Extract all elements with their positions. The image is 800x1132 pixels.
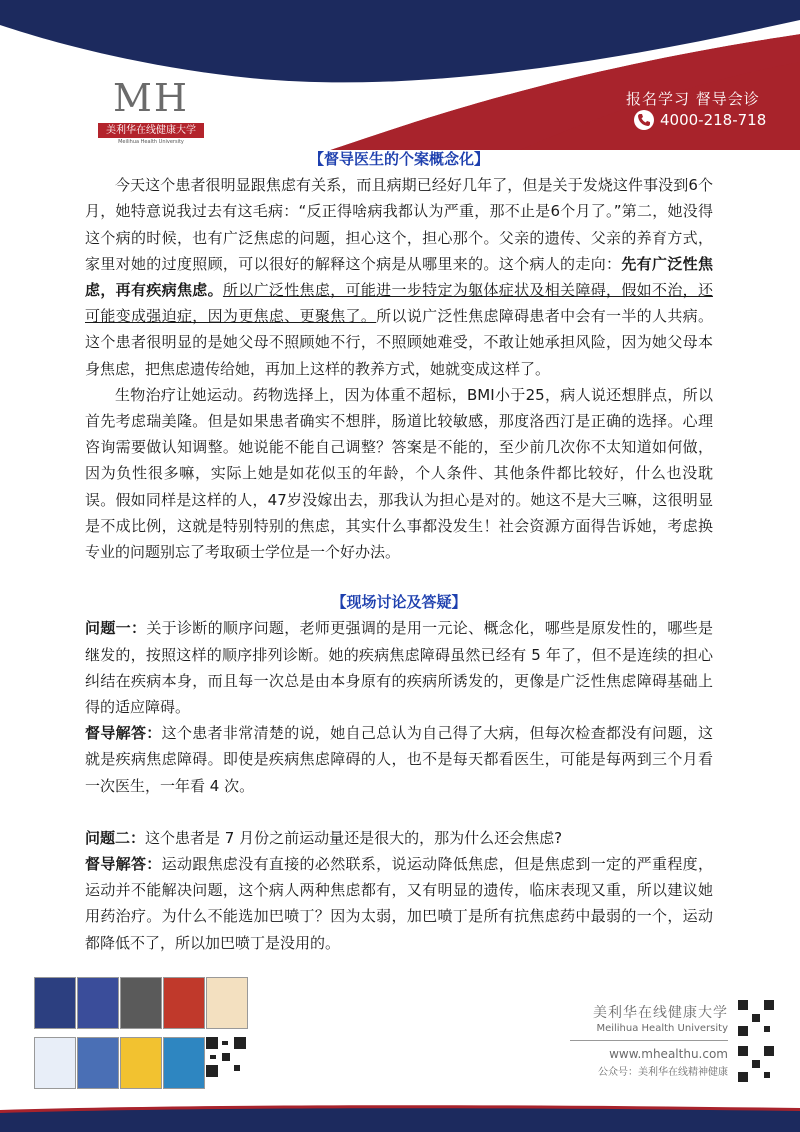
main-content bbox=[85, 146, 713, 956]
wechat-account: 公众号：美利华在线精神健康 bbox=[598, 1067, 728, 1078]
section-title-discussion: 【现场讨论及答疑】 bbox=[331, 593, 467, 612]
answer-text: 运动跟焦虑没有直接的必然联系，说运动降低焦虑，但是焦虑到一定的严重程度，运动并不能解决问题，这个病人两种焦虑都有，又有明显的遗传，临床表现又重，所以建议她用药治疗。为什么不能选加巴喷丁？因为太弱，加巴喷丁是所有抗焦虑药中最弱的一个，运动都降低不了，所以加巴喷丁是没用的。 bbox=[85, 855, 713, 952]
question-text: 关于诊断的顺序问题，老师更强调的是用一元论、概念化，哪些是原发性的，哪些是继发的，按照这样的顺序排列诊断。她的疾病焦虑障碍虽然已经有 5 年了，但不是连续的担心纠结在疾病本身，而且每一次总是由本身原有的疾病所诱发的，更像是广泛性焦虑障碍基础上得的适应障碍。 bbox=[85, 619, 713, 717]
book-cover bbox=[163, 1037, 205, 1089]
footer-band bbox=[0, 1104, 800, 1132]
answer-text: 这个患者非常清楚的说，她自己总认为自己得了大病，但每次检查都没有问题，这就是疾病焦虑障碍。即使是疾病焦虑障碍的人，也不是每天都看医生，可能是每两到三个月看一次医生，一年看 4 次。 bbox=[85, 724, 713, 795]
qr-code-icon bbox=[738, 1046, 774, 1082]
question-one bbox=[85, 615, 713, 720]
answer-one bbox=[85, 720, 713, 799]
brand-name-en: Meilihua Health University bbox=[596, 1023, 728, 1034]
underlined-text: 所以广泛性焦虑，可能进一步特定为躯体症状及相关障碍，假如不治，还可能变成强迫症，因为更焦虑、更聚焦了。 bbox=[85, 281, 713, 326]
header-slogan: 报名学习 督导会诊 bbox=[626, 90, 760, 108]
logo-letters: MH bbox=[112, 76, 190, 120]
question-label: 问题一： bbox=[85, 619, 147, 638]
brand-name-cn: 美利华在线健康大学 bbox=[593, 1005, 728, 1021]
book-cover bbox=[206, 977, 248, 1029]
book-cover bbox=[34, 977, 76, 1029]
answer-label: 督导解答： bbox=[85, 724, 162, 743]
website-url: www.mhealthu.com bbox=[609, 1047, 728, 1061]
book-cover bbox=[163, 977, 205, 1029]
paragraph-treatment: 生物治疗让她运动。药物选择上，因为体重不超标，BMI小于25，病人说还想胖点，所以首先考虑瑞美隆。但是如果患者确实不想胖，肠道比较敏感，那度洛西汀是正确的选择。心理咨询需要做认知调整。她说能不能自己调整？答案是不能的，至少前几次你不太知道如何做，因为负性很多嘛，实际上她是如花似玉的年龄，个人条件、其他条件都比较好，什么也没耽误。假如同样是这样的人，47岁没嫁出去，那我认为担心是对的。她这不是大三嘛，这很明显是不成比例，这就是特别特别的焦虑，其实什么事都没发生！社会资源方面得告诉她，考虑换专业的问题别忘了考取硕士学位是一个好办法。 bbox=[85, 385, 713, 562]
question-text: 这个患者是 7 月份之前运动量还是很大的，那为什么还会焦虑? bbox=[145, 828, 563, 847]
divider bbox=[570, 1040, 728, 1041]
logo-english: Meilihua Health University bbox=[118, 139, 184, 145]
answer-two bbox=[85, 851, 713, 956]
phone-number: 4000-218-718 bbox=[660, 111, 767, 129]
paragraph-case-analysis bbox=[85, 172, 713, 382]
footer-brand bbox=[548, 1002, 728, 1078]
book-cover bbox=[34, 1037, 76, 1089]
section-title-case-conceptualization: 【督导医生的个案概念化】 bbox=[308, 150, 489, 168]
phone-icon bbox=[634, 110, 654, 130]
question-label: 问题二： bbox=[85, 828, 146, 847]
book-cover bbox=[77, 1037, 119, 1089]
answer-label: 督导解答： bbox=[85, 855, 162, 874]
book-covers-icon bbox=[30, 975, 250, 1095]
question-two bbox=[85, 825, 713, 851]
bold-text: 先有广泛性焦虑，再有疾病焦虑。 bbox=[85, 254, 713, 300]
logo bbox=[95, 78, 207, 144]
qr-code-icon bbox=[738, 1000, 774, 1036]
book-cover bbox=[77, 977, 119, 1029]
book-cover bbox=[120, 977, 162, 1029]
text-run: 所以说广泛性焦虑障碍患者中会有一半的人共病。这个患者很明显的是她父母不照顾她不行，不照顾她难受，不敢让她承担风险，因为她父母本身焦虑，把焦虑遗传给她，再加上这样的教养方式，她就变成这样了。 bbox=[85, 307, 713, 378]
logo-ribbon: 美利华在线健康大学 bbox=[98, 123, 204, 138]
qr-code-icon bbox=[206, 1037, 246, 1077]
book-cover bbox=[120, 1037, 162, 1089]
text-run: 今天这个患者很明显跟焦虑有关系，而且病期已经好几年了，但是关于发烧这件事没到6个月，她特意说我过去有这毛病：“反正得啥病我都认为严重，那不止是6个月了。”第二，她没得这个病的时候，也有广泛焦虑的问题，担心这个，担心那个。父亲的遗传、父亲的养育方式，家里对她的过度照顾，可以很好的解释这个病是从哪里来的。这个病人的走向： bbox=[85, 176, 713, 273]
